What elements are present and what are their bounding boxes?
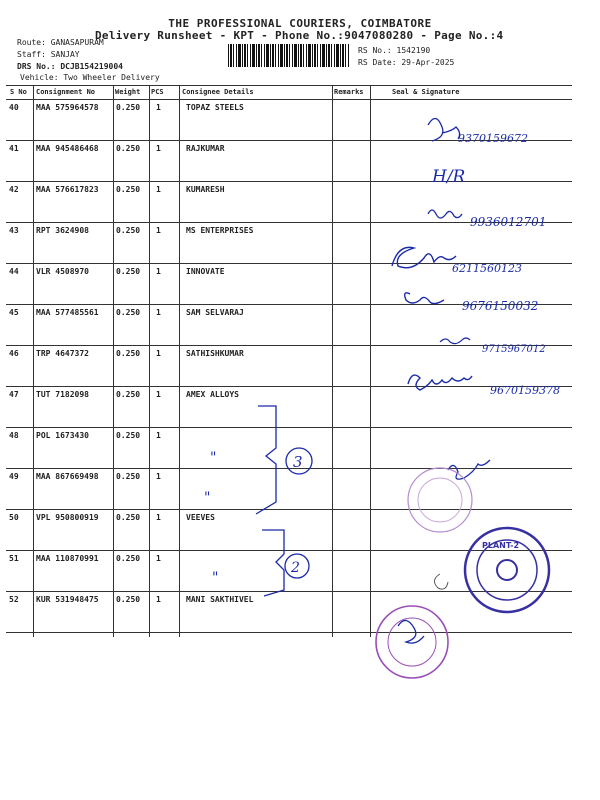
ditto-mark: " — [212, 570, 219, 586]
header-consignment: Consignment No — [36, 88, 96, 96]
row-pcs: 1 — [156, 554, 161, 563]
row-sno: 51 — [9, 554, 19, 563]
row-consignee: KUMARESH — [186, 185, 225, 194]
row-weight: 0.250 — [116, 554, 141, 563]
header-weight: Weight — [115, 88, 141, 96]
signature-46-phone: 9715967012 — [482, 344, 546, 355]
row-consignee: SATHISHKUMAR — [186, 349, 244, 358]
row-weight: 0.250 — [116, 267, 141, 276]
row-sno: 40 — [9, 103, 19, 112]
vehicle-label: Vehicle: Two Wheeler Delivery — [20, 73, 160, 82]
company-stamp-core — [497, 560, 517, 580]
row-consignment-no: TRP 4647372 — [36, 349, 89, 358]
row-pcs: 1 — [156, 308, 161, 317]
row-weight: 0.250 — [116, 308, 141, 317]
row-consignee: VEEVES — [186, 513, 215, 522]
route-label: Route: GANASAPURAM — [17, 38, 104, 47]
signature-scribble — [392, 247, 456, 267]
signature-40-phone: 9370159672 — [458, 132, 528, 145]
header-pcs: PCS — [151, 88, 164, 96]
signature-scribble — [428, 210, 462, 218]
row-consignee: TOPAZ STEELS — [186, 103, 244, 112]
row-weight: 0.250 — [116, 144, 141, 153]
row-consignee: SAM SELVARAJ — [186, 308, 244, 317]
row-pcs: 1 — [156, 267, 161, 276]
bracket-count-2: 2 — [291, 560, 300, 576]
row-sno: 45 — [9, 308, 19, 317]
row-sno: 42 — [9, 185, 19, 194]
signature-47-phone: 9670159378 — [490, 384, 560, 397]
row-consignee: MANI SAKTHIVEL — [186, 595, 254, 604]
row-pcs: 1 — [156, 513, 161, 522]
bracket-count-3: 3 — [293, 453, 303, 471]
signature-44-phone: 6211560123 — [452, 262, 522, 275]
row-consignee: MS ENTERPRISES — [186, 226, 254, 235]
row-consignment-no: MAA 575964578 — [36, 103, 99, 112]
row-pcs: 1 — [156, 185, 161, 194]
row-weight: 0.250 — [116, 103, 141, 112]
row-pcs: 1 — [156, 226, 161, 235]
row-consignment-no: MAA 110870991 — [36, 554, 99, 563]
header-sno: S No — [10, 88, 27, 96]
staff-label: Staff: SANJAY — [17, 50, 80, 59]
bracket-mark — [256, 406, 276, 514]
signature-42-phone: 9936012701 — [470, 215, 547, 229]
ink-loop — [434, 574, 448, 589]
signature-45-phone: 9676150032 — [462, 299, 539, 313]
row-sno: 49 — [9, 472, 19, 481]
row-consignment-no: MAA 577485561 — [36, 308, 99, 317]
company-title: THE PROFESSIONAL COURIERS, COIMBATORE — [168, 17, 432, 30]
row-consignment-no: RPT 3624908 — [36, 226, 89, 235]
row-sno: 46 — [9, 349, 19, 358]
row-weight: 0.250 — [116, 431, 141, 440]
runsheet-subtitle: Delivery Runsheet - KPT - Phone No.:9047080280 - Page No.:4 — [95, 29, 504, 42]
header-remarks: Remarks — [334, 88, 364, 96]
row-sno: 50 — [9, 513, 19, 522]
row-pcs: 1 — [156, 390, 161, 399]
signature-scribble — [440, 338, 470, 344]
purple-stamp — [376, 606, 448, 678]
row-weight: 0.250 — [116, 390, 141, 399]
row-pcs: 1 — [156, 431, 161, 440]
row-weight: 0.250 — [116, 513, 141, 522]
row-consignment-no: MAA 576617823 — [36, 185, 99, 194]
rs-number: RS No.: 1542190 — [358, 46, 431, 55]
row-consignment-no: TUT 7182098 — [36, 390, 89, 399]
row-consignee: AMEX ALLOYS — [186, 390, 239, 399]
row-pcs: 1 — [156, 144, 161, 153]
row-consignment-no: POL 1673430 — [36, 431, 89, 440]
row-weight: 0.250 — [116, 226, 141, 235]
row-weight: 0.250 — [116, 349, 141, 358]
row-sno: 52 — [9, 595, 19, 604]
row-consignee: INNOVATE — [186, 267, 225, 276]
row-sno: 41 — [9, 144, 19, 153]
row-pcs: 1 — [156, 472, 161, 481]
row-pcs: 1 — [156, 349, 161, 358]
row-consignment-no: MAA 945486468 — [36, 144, 99, 153]
header-consignee: Consignee Details — [182, 88, 254, 96]
bracket-mark — [262, 530, 284, 596]
row-weight: 0.250 — [116, 185, 141, 194]
signature-scribble — [448, 460, 490, 479]
row-weight: 0.250 — [116, 595, 141, 604]
row-sno: 43 — [9, 226, 19, 235]
row-sno: 44 — [9, 267, 19, 276]
signature-41: H/R — [432, 167, 466, 187]
row-weight: 0.250 — [116, 472, 141, 481]
row-sno: 48 — [9, 431, 19, 440]
row-sno: 47 — [9, 390, 19, 399]
row-consignment-no: KUR 531948475 — [36, 595, 99, 604]
row-consignment-no: VPL 950800919 — [36, 513, 99, 522]
row-pcs: 1 — [156, 595, 161, 604]
signature-scribble — [408, 375, 472, 390]
stamp-text: PLANT-2 — [482, 541, 520, 550]
row-consignee: RAJKUMAR — [186, 144, 225, 153]
faded-stamp-inner — [418, 478, 462, 522]
signature-scribble — [428, 118, 460, 141]
header-seal: Seal & Signature — [392, 88, 460, 96]
ditto-mark: " — [210, 450, 217, 466]
signature-scribble — [405, 293, 444, 304]
row-pcs: 1 — [156, 103, 161, 112]
drs-label: DRS No.: DCJB154219004 — [17, 62, 123, 71]
ditto-mark: " — [204, 490, 211, 506]
row-consignment-no: VLR 4508970 — [36, 267, 89, 276]
signature-scribble — [398, 620, 424, 643]
row-consignment-no: MAA 867669498 — [36, 472, 99, 481]
rs-date: RS Date: 29-Apr-2025 — [358, 58, 455, 67]
